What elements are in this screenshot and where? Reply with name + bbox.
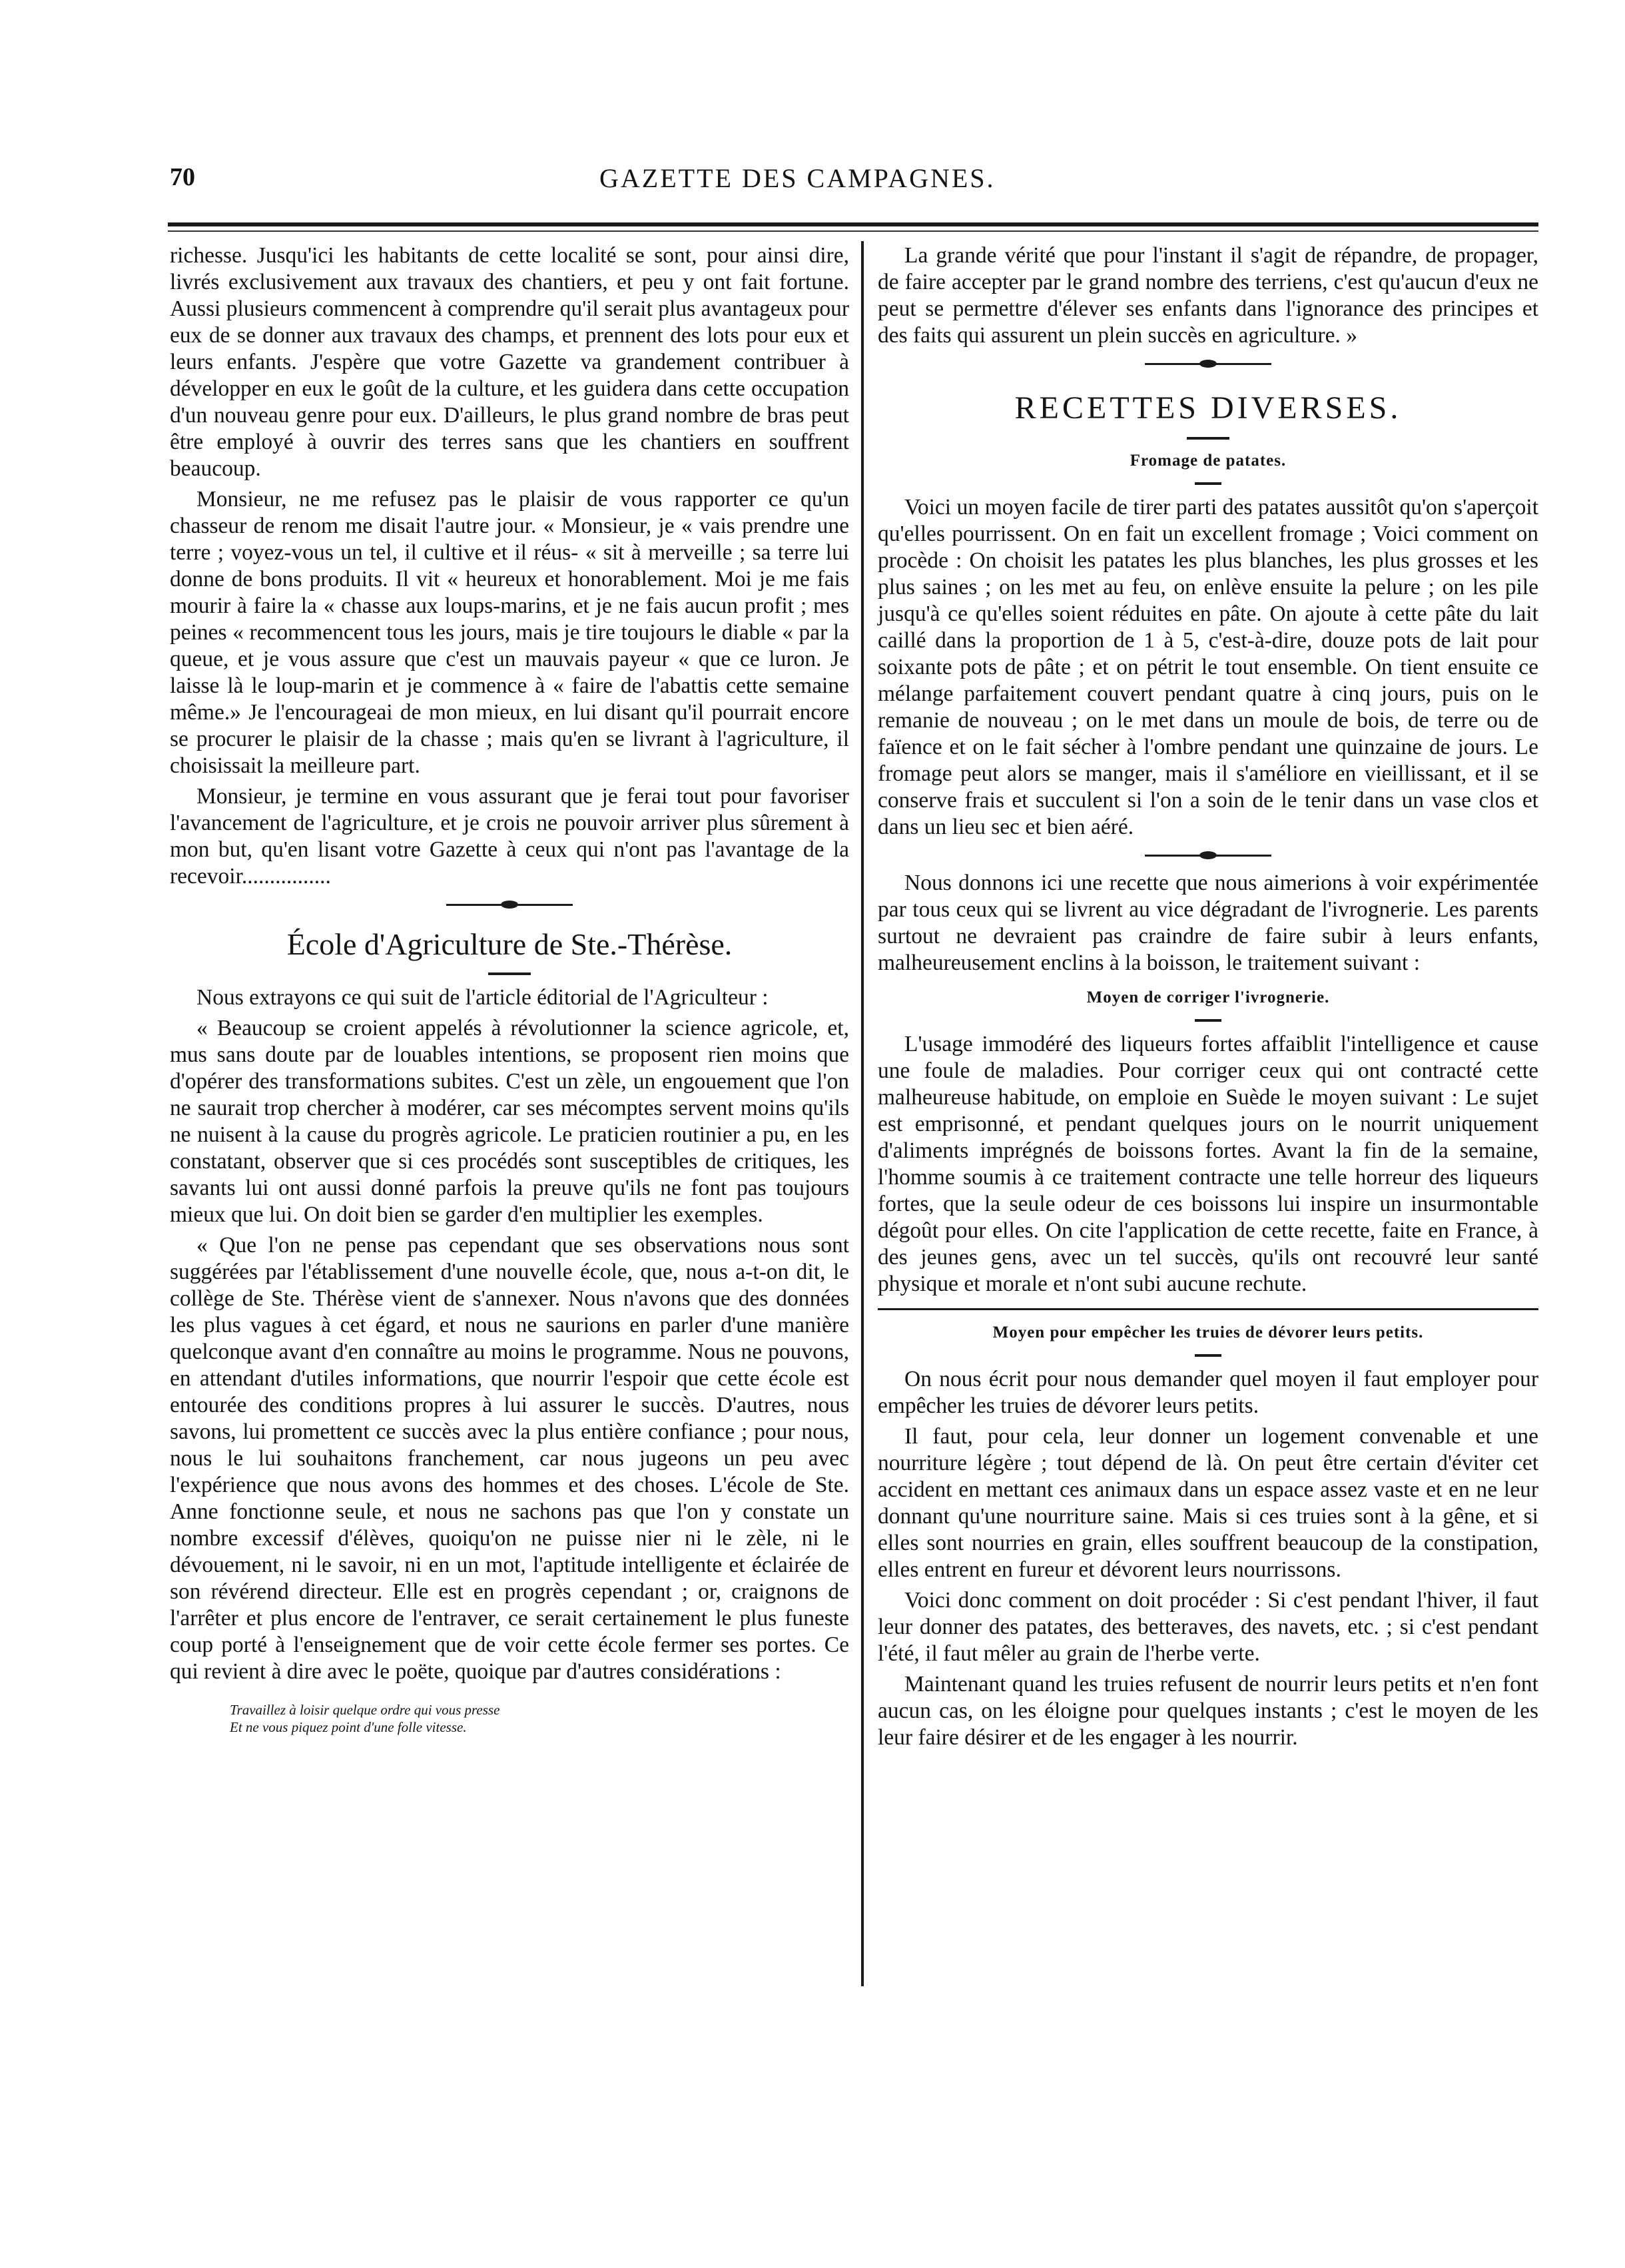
section-ornament: [170, 897, 849, 913]
heading-dash: [1195, 1354, 1221, 1357]
title-dash: [1187, 437, 1229, 440]
truies-heading: Moyen pour empêcher les truies de dévorer leurs petits.: [992, 1323, 1424, 1341]
ivrognerie-intro: Nous donnons ici une recette que nous aimerions à voir expérimentée par tous ceux qui se livrent au vice dégradant de l'ivrognerie. Les parents surtout ne devraient pas craindre de faire subir à leurs enfants, malheureusement enclins à la boisson, le traitement suivant :: [878, 871, 1538, 975]
verse-quote: [230, 1701, 849, 1736]
letter-paragraph: Monsieur, je termine en vous assurant que je ferai tout pour favoriser l'avancement de l'agriculture, et je crois ne pouvoir arriver plus sûrement à mon but, qu'en lisant votre Gazette à ceux qui n'ont pas l'avantage de la recevoir................: [170, 784, 849, 889]
recettes-title: RECETTES DIVERSES.: [1014, 390, 1402, 426]
truies-paragraph: On nous écrit pour nous demander quel moyen il faut employer pour empêcher les truies de dévorer leurs petits.: [878, 1367, 1538, 1418]
fromage-text: Voici un moyen facile de tirer parti des patates aussitôt qu'on s'aperçoit qu'elles pourrissent. On en fait un excellent fromage ; Voici comment on procède : On choisit les patates les plus blanches, les plus grosses et les plus saines ; on les met au feu, on enlève ensuite la pelure ; on les pile jusqu'à ce qu'elles soient réduites en pâte. On ajoute à cette pâte du lait caillé dans la proportion de 1 à 5, c'est-à-dire, douze pots de lait pour soixante pots de pâte ; et on pétrit le tout ensemble. On tient ensuite ce mélange parfaitement couvert pendant quatre à cinq jours, puis on le remanie de nouveau ; on le met dans un moule de bois, de terre ou de faïence et on le fait sécher à l'ombre pendant une quinzaine de jours. Le fromage peut alors se manger, mais il s'améliore en vieillissant, et il se conserve frais et succulent si l'on a soin de le tenir dans un vase clos et dans un lieu sec et bien aéré.: [878, 495, 1538, 839]
fromage-heading: Fromage de patates.: [1130, 452, 1287, 470]
truies-paragraph: Voici donc comment on doit procéder : Si c'est pendant l'hiver, il faut leur donner des patates, des betteraves, des navets, etc. ; si c'est pendant l'été, il faut mêler au grain de l'herbe verte.: [878, 1588, 1538, 1666]
heading-dash: [1195, 482, 1221, 485]
section-ornament: [878, 356, 1538, 372]
letter-ending: La grande vérité que pour l'instant il s'agit de répandre, de propager, de faire accepter par le grand nombre des terriens, c'est qu'aucun d'eux ne peut se permettre d'élever ses enfants dans l'ignorance des principes et des faits qui assurent un plein succès en agriculture. »: [878, 243, 1538, 348]
left-column: [170, 242, 849, 1736]
header-rule-top: [168, 222, 1538, 226]
ecole-title: École d'Agriculture de Ste.-Thérèse.: [286, 927, 733, 961]
truies-paragraph: Maintenant quand les truies refusent de nourrir leurs petits et n'en font aucun cas, on les éloigne pour quelques instants ; c'est le moyen de les leur faire désirer et de les engager à les nourrir.: [878, 1672, 1538, 1750]
header-rule-bottom: [168, 230, 1538, 232]
right-column: [878, 242, 1538, 1755]
column-divider: [861, 241, 864, 1986]
letter-paragraph: Monsieur, ne me refusez pas le plaisir de vous rapporter ce qu'un chasseur de renom me disait l'autre jour. « Monsieur, je « vais prendre une terre ; voyez-vous un tel, il cultive et il réus- « sit à merveille ; sa terre lui donne de bons produits. Il vit « heureux et honorablement. Moi je me fais mourir à faire la « chasse aux loups-marins, et je ne fais aucun profit ; mes peines « recommencent tous les jours, mais je tire toujours le diable « par la queue, et je vous assure que c'est un mauvais payeur « que ce luron. Je laisse là le loup-marin et je commence à « faire de l'abattis cette semaine même.» Je l'encourageai de mon mieux, en lui disant qu'il pourrait encore se procurer le plaisir de la chasse ; mais qu'en se livrant à l'agriculture, il choisissait la meilleure part.: [170, 487, 849, 778]
verse-line: Et ne vous piquez point d'une folle vitesse.: [230, 1719, 467, 1735]
letter-paragraph: richesse. Jusqu'ici les habitants de cette localité se sont, pour ainsi dire, livrés exclusivement aux travaux des chantiers, et peu y ont fait fortune. Aussi plusieurs commencent à comprendre qu'il serait plus avantageux pour eux de se donner aux travaux des champs, et prennent des lots pour eux et leurs enfants. J'espère que votre Gazette va grandement contribuer à développer en eux le goût de la culture, et les guidera dans cette occupation d'un nouveau genre pour eux. D'ailleurs, le plus grand nombre de bras peut être employé à ouvrir des terres sans que les chantiers en souffrent beaucoup.: [170, 243, 849, 481]
ecole-paragraph: « Que l'on ne pense pas cependant que ses observations nous sont suggérées par l'établissement d'une nouvelle école, que, nous a-t-on dit, le collège de Ste. Thérèse vient de s'annexer. Nous n'avons que des données les plus vagues à cet égard, et nous ne saurions en parler d'une manière quelconque avant d'en connaître au moins le programme. Nous ne pouvons, en attendant d'utiles informations, que nourrir l'espoir que cette école est entourée des conditions propres à lui assurer le succès. D'autres, nous savons, lui promettent ce succès avec la plus entière confiance ; pour nous, nous le lui souhaitons franchement, car nous jugeons un peu avec l'expérience que nous avons des hommes et des choses. L'école de Ste. Anne fonctionne seule, et nous ne sachons pas que l'on y constate un nombre excessif d'élèves, quoiqu'on ne puisse nier ni le zèle, ni le dévouement, ni le savoir, ni en un mot, l'aptitude intelligente et éclairée de son révérend directeur. Elle est en progrès cependant ; or, craignons de l'arrêter et plus encore de l'entraver, ce serait certainement le plus funeste coup porté à l'enseignement que de voir cette école fermer ses portes. Ce qui revient à dire avec le poëte, quoique par d'autres considérations :: [170, 1233, 849, 1684]
ecole-paragraph: « Beaucoup se croient appelés à révolutionner la science agricole, et, mus sans doute par de louables intentions, se proposent rien moins que d'opérer des transformations subites. C'est un zèle, un engouement que l'on ne saurait trop chercher à modérer, car ses mécomptes servent moins qu'ils ne nuisent à la cause du progrès agricole. Le praticien routinier a pu, en les constatant, observer que si ces procédés sont susceptibles de critiques, les savants lui ont aussi donné parfois la preuve qu'ils ne font pas toujours mieux que lui. On doit bien se garder d'en multiplier les exemples.: [170, 1016, 849, 1227]
page-number: 70: [170, 163, 195, 191]
section-rule: [878, 1308, 1538, 1310]
ivrognerie-text: L'usage immodéré des liqueurs fortes affaiblit l'intelligence et cause une foule de maladies. Pour corriger ceux qui ont contracté cette malheureuse habitude, on emploie en Suède le moyen suivant : Le sujet est emprisonné, et pendant quelques jours on le nourrit uniquement d'aliments imprégnés de boissons fortes. Avant la fin de la semaine, l'homme soumis à ce traitement contracte une telle horreur des liqueurs fortes, que la seule odeur de ces boissons lui inspire un insurmontable dégoût pour elles. On cite l'application de cette recette, faite en France, à des jeunes gens, avec un tel succès, qu'ils ont recouvré leur santé physique et morale et n'ont subi aucune rechute.: [878, 1032, 1538, 1296]
verse-line: Travaillez à loisir quelque ordre qui vous presse: [230, 1702, 500, 1718]
ivrognerie-heading: Moyen de corriger l'ivrognerie.: [1086, 988, 1330, 1006]
heading-dash: [1195, 1019, 1221, 1022]
truies-paragraph: Il faut, pour cela, leur donner un logement convenable et une nourriture légère ; tout dépend de là. On peut être certain d'éviter cet accident en mettant ces animaux dans un espace assez vaste et en ne leur donnant qu'une nourriture saine. Mais si ces truies sont à la gêne, et si elles sont nourries en grain, elles souffrent beaucoup de la constipation, elles entrent en fureur et dévorent leurs nourrissons.: [878, 1424, 1538, 1582]
section-ornament: [878, 847, 1538, 863]
title-dash: [488, 972, 531, 975]
ecole-intro: Nous extrayons ce qui suit de l'article éditorial de l'Agriculteur :: [196, 985, 769, 1010]
running-title: GAZETTE DES CAMPAGNES.: [599, 163, 996, 193]
